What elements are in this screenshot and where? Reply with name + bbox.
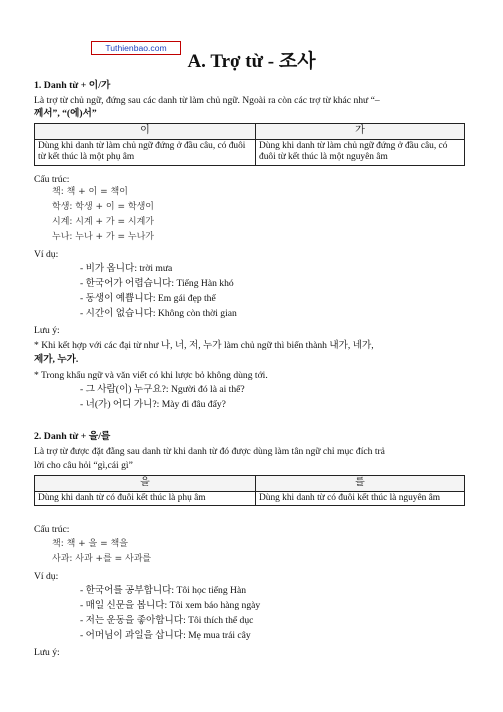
- example-line: - 매일 신문을 봅니다: Tôi xem báo hàng ngày: [80, 600, 261, 611]
- site-watermark[interactable]: Tuthienbao.com: [91, 41, 181, 55]
- section-2-intro-line1: Là trợ từ được đặt đằng sau danh từ khi danh từ đó được dùng làm tân ngữ chỉ mục đích trả: [34, 446, 385, 457]
- example-line: - 한국어를 공부합니다: Tôi học tiếng Hàn: [80, 585, 246, 596]
- note-line: 제가, 누가.: [34, 354, 79, 365]
- structure-line: 사과: 사과 +를 = 사과를: [52, 554, 152, 564]
- section-1-table: [34, 123, 465, 166]
- structure-line: 학생: 학생 + 이 = 학생이: [52, 202, 154, 212]
- section-1-note-label: Lưu ý:: [34, 325, 60, 336]
- section-2-note-label: Lưu ý:: [34, 647, 60, 658]
- note-line: * Khi kết hợp với các đại từ như 나, 너, 저, 누가 làm chủ ngữ thì biến thành 내가, 네가,: [34, 340, 374, 351]
- section-1-heading: 1. Danh từ + 이/가: [34, 80, 111, 91]
- section-1-example-label: Ví dụ:: [34, 249, 59, 260]
- example-line: - 비가 옵니다: trời mưa: [80, 263, 173, 274]
- example-line: - 한국어가 어렵습니다: Tiếng Hàn khó: [80, 278, 234, 289]
- section-1-structure-label: Cấu trúc:: [34, 174, 70, 185]
- table-cell-reul: Dùng khi danh từ có đuôi kết thúc là nguyên âm: [256, 491, 465, 506]
- structure-line: 누나: 누나 + 가 = 누나가: [52, 232, 154, 242]
- example-line: - 저는 운동을 좋아합니다: Tôi thích thể dục: [80, 615, 254, 626]
- section-1-intro-line1: Là trợ từ chủ ngữ, đứng sau các danh từ làm chủ ngữ. Ngoài ra còn các trợ từ khác như “–: [34, 95, 380, 106]
- example-line: - 동생이 예쁩니다: Em gái đẹp thế: [80, 293, 216, 304]
- section-1-intro-line2: 께서”, “(에)서”: [34, 108, 97, 119]
- table-header-i: 이: [35, 124, 256, 140]
- note-line: * Trong khẩu ngữ và văn viết có khi lược bỏ không dùng tới.: [34, 370, 268, 381]
- table-header-ga: 가: [256, 124, 465, 140]
- section-2-heading: 2. Danh từ + 을/를: [34, 431, 111, 442]
- note-example-line: - 너(가) 어디 가니?: Mày đi đâu đấy?: [80, 399, 226, 410]
- page-title: A. Trợ từ - 조사: [187, 51, 316, 72]
- section-2-structure-label: Cấu trúc:: [34, 524, 70, 535]
- section-2-example-label: Ví dụ:: [34, 571, 59, 582]
- table-cell-ga: Dùng khi danh từ làm chủ ngữ đứng ở đầu câu, có đuôi từ kết thúc là một nguyên âm: [256, 139, 465, 166]
- structure-line: 책: 책 + 을 = 책을: [52, 539, 128, 549]
- table-header-eul: 을: [35, 476, 256, 492]
- example-line: - 어머님이 과일을 삽니다: Mẹ mua trái cây: [80, 630, 251, 641]
- table-cell-i: Dùng khi danh từ làm chủ ngữ đứng ở đầu câu, có đuôi từ kết thúc là một phụ âm: [35, 139, 256, 166]
- section-2-table: [34, 475, 465, 506]
- structure-line: 시계: 시계 + 가 = 시계가: [52, 217, 154, 227]
- table-cell-eul: Dùng khi danh từ có đuôi kết thúc là phụ âm: [35, 491, 256, 506]
- structure-line: 책: 책 + 이 = 책이: [52, 187, 128, 197]
- section-2-intro-line2: lời cho câu hỏi “gì,cái gì”: [34, 460, 133, 471]
- note-example-line: - 그 사람(이) 누구요?: Người đó là ai thế?: [80, 384, 245, 395]
- example-line: - 시간이 없습니다: Không còn thời gian: [80, 308, 237, 319]
- table-header-reul: 를: [256, 476, 465, 492]
